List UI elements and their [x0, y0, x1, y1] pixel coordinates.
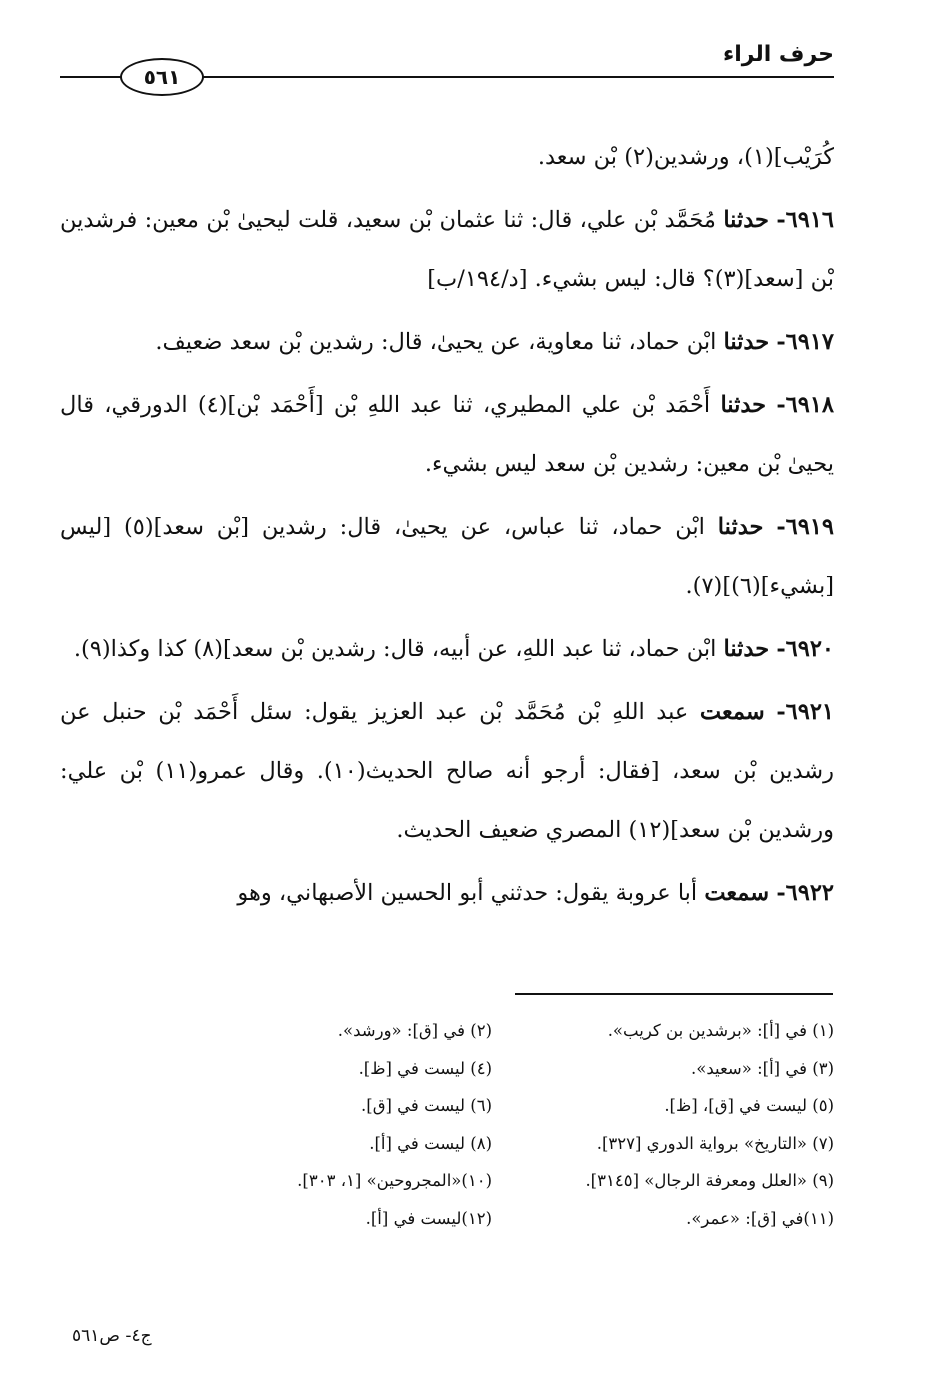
narration-keyword: حدثنا — [723, 207, 769, 233]
paragraph-text: كُرَيْب](١)، ورشدين(٢) بْن سعد. — [537, 144, 834, 170]
footnotes — [190, 1012, 834, 1237]
page-number: ٥٦١ — [143, 65, 181, 89]
hadith-number: ٦٩٢٢- — [776, 880, 834, 906]
narration-keyword: حدثنا — [717, 514, 764, 540]
paragraph-text: ابْن حماد، ثنا عباس، عن يحيىٰ، قال: رشدين [بْن سعد](٥) [ليس [بشيء](٦)](٧). — [60, 514, 834, 599]
hadith-paragraph — [60, 376, 834, 494]
hadith-paragraph — [60, 864, 834, 923]
footnote: (١٢)ليست في [أ]. — [365, 1208, 492, 1228]
paragraph-text: ابْن حماد، ثنا عبد اللهِ، عن أبيه، قال: رشدين بْن سعد](٨) كذا وكذا(٩). — [73, 636, 717, 662]
hadith-number: ٦٩١٧- — [776, 329, 834, 355]
text-paragraph — [60, 128, 834, 187]
page-number-badge — [120, 58, 204, 96]
footnote: (٧) «التاريخ» برواية الدوري [٣٢٧]. — [596, 1133, 834, 1153]
paragraph-text: أبا عروبة يقول: حدثني أبو الحسين الأصبهاني، وهو — [237, 880, 698, 906]
narration-keyword: سمعت — [704, 880, 770, 906]
main-text — [60, 128, 834, 927]
footnote: (٥) ليست في [ق]، [ظ]. — [664, 1096, 834, 1115]
footnote: (٤) ليست في [ظ]. — [358, 1058, 492, 1078]
narration-keyword: حدثنا — [720, 392, 767, 418]
paragraph-text: أَحْمَد بْن علي المطيري، ثنا عبد اللهِ بْن [أَحْمَد بْن](٤) الدورقي، قال يحيىٰ بْن معين: رشدين بْن سعد ليس بشيء. — [60, 392, 834, 477]
footnote: (١٠)«المجروحين» [١، ٣٠٣]. — [297, 1171, 492, 1190]
narration-keyword: حدثنا — [723, 636, 770, 662]
footnote: (١) في [أ]: «برشدين بن كريب». — [607, 1021, 834, 1040]
hadith-paragraph — [60, 683, 834, 860]
hadith-paragraph — [60, 620, 834, 679]
page-footer — [72, 1326, 152, 1346]
paragraph-text: ابْن حماد، ثنا معاوية، عن يحيىٰ، قال: رشدين بْن سعد ضعيف. — [155, 329, 717, 355]
narration-keyword: سمعت — [699, 699, 765, 725]
hadith-number: ٦٩١٦- — [776, 207, 834, 233]
footnote: (١١)في [ق]: «عمر». — [686, 1208, 834, 1228]
narration-keyword: حدثنا — [723, 329, 770, 355]
footnote: (٢) في [ق]: «ورشد». — [337, 1021, 492, 1040]
hadith-paragraph — [60, 498, 834, 616]
paragraph-text: مُحَمَّد بْن علي، قال: ثنا عثمان بْن سعيد، قلت ليحيىٰ بْن معين: فرشدين بْن [سعد](٣)؟ قال: ليس بشيء. [د/١٩٤/ب] — [60, 207, 834, 292]
hadith-number: ٦٩٢١- — [776, 699, 834, 725]
footnote: (٦) ليست في [ق]. — [361, 1096, 492, 1115]
volume-page-reference: ج٤- ص٥٦١ — [72, 1326, 152, 1346]
hadith-number: ٦٩١٨- — [776, 392, 835, 418]
chapter-title: حرف الراء — [722, 42, 834, 67]
hadith-number: ٦٩١٩- — [776, 514, 834, 540]
footnote: (٩) «العلل ومعرفة الرجال» [٣١٤٥]. — [585, 1171, 834, 1190]
page-header — [60, 38, 834, 98]
footnote: (٣) في [أ]: «سعيد». — [690, 1058, 834, 1078]
footnote: (٨) ليست في [أ]. — [369, 1133, 492, 1153]
hadith-paragraph — [60, 191, 834, 309]
paragraph-text: عبد اللهِ بْن مُحَمَّد بْن عبد العزيز يقول: سئل أَحْمَد بْن حنبل عن رشدين بْن سعد، [فقال: أرجو أنه صالح الحديث(١٠). وقال عمرو(١١) بْن علي: ورشدين بْن سعد](١٢) المصري ضعيف الحديث. — [60, 699, 834, 843]
footnote-separator — [515, 993, 833, 995]
hadith-number: ٦٩٢٠- — [776, 636, 834, 662]
hadith-paragraph — [60, 313, 834, 372]
